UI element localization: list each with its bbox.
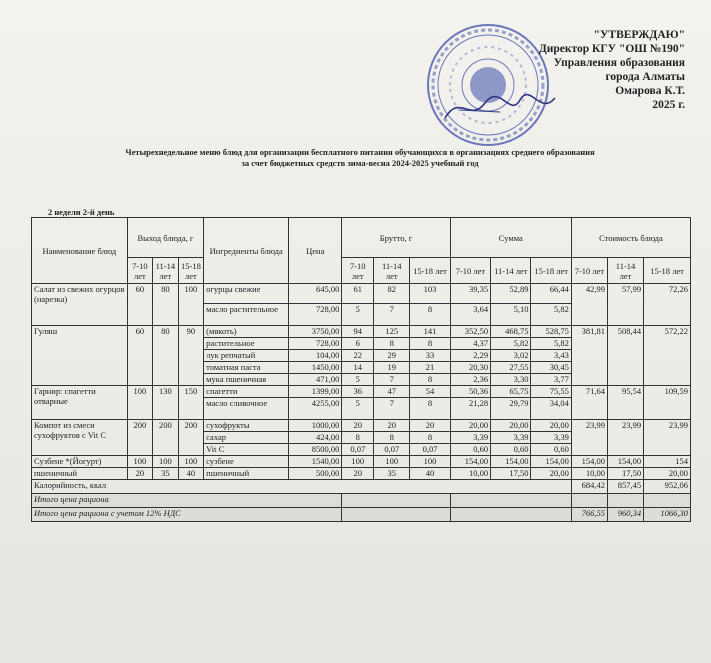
total-vat-row	[32, 508, 691, 522]
dish-output: 80	[153, 284, 179, 326]
sum-value: 5,82	[491, 338, 531, 350]
header-name: Наименование блюд	[32, 218, 128, 284]
sum-value: 2,29	[450, 350, 490, 362]
sum-value: 17,50	[491, 468, 531, 480]
calories-value: 684,42	[571, 480, 607, 494]
table-row	[32, 468, 691, 480]
ingredient-name: (мякоть)	[204, 326, 289, 338]
dish-name: Гарнир: спагетти отварные	[32, 386, 128, 420]
age-header-row	[32, 258, 691, 284]
ingredient-price: 1399,00	[289, 386, 342, 398]
document-title	[40, 147, 680, 169]
age-header: 7-10 лет	[571, 258, 607, 284]
ingredient-price: 104,00	[289, 350, 342, 362]
dish-cost: 508,44	[607, 326, 643, 386]
dish-cost: 23,99	[607, 420, 643, 456]
brutto-value: 8	[410, 374, 450, 386]
total-vat-value: 766,55	[571, 508, 607, 522]
ingredient-price: 728,00	[289, 304, 342, 326]
ingredient-name: пшеничный	[204, 468, 289, 480]
brutto-value: 14	[342, 362, 374, 374]
dish-output: 200	[178, 420, 204, 456]
brutto-value: 19	[374, 362, 410, 374]
dish-name: Компот из смеси сухофруктов с Vit C	[32, 420, 128, 456]
dish-output: 200	[127, 420, 153, 456]
brutto-value: 5	[342, 374, 374, 386]
dish-cost: 17,50	[607, 468, 643, 480]
brutto-value: 21	[410, 362, 450, 374]
brutto-value: 7	[374, 374, 410, 386]
brutto-value: 100	[374, 456, 410, 468]
age-header: 7-10 лет	[127, 258, 153, 284]
dish-cost: 10,00	[571, 468, 607, 480]
approval-year: 2025 г.	[652, 99, 685, 111]
dish-output: 100	[127, 386, 153, 420]
dish-cost: 154,00	[607, 456, 643, 468]
dish-output: 200	[153, 420, 179, 456]
ingredient-price: 8500,00	[289, 444, 342, 456]
menu-table	[31, 217, 691, 522]
ingredient-price: 500,00	[289, 468, 342, 480]
dish-output: 100	[178, 284, 204, 326]
ingredient-price: 3750,00	[289, 326, 342, 338]
dish-output: 100	[153, 456, 179, 468]
table-row	[32, 284, 691, 304]
age-header: 7-10 лет	[450, 258, 490, 284]
brutto-value: 141	[410, 326, 450, 338]
ingredient-price: 4255,00	[289, 398, 342, 420]
brutto-value: 8	[374, 338, 410, 350]
sum-value: 2,36	[450, 374, 490, 386]
sum-value: 5,82	[531, 338, 571, 350]
brutto-value: 29	[374, 350, 410, 362]
sum-value: 3,30	[491, 374, 531, 386]
total-price-row	[32, 494, 691, 508]
ingredient-price: 1450,00	[289, 362, 342, 374]
dish-cost: 72,26	[644, 284, 691, 326]
header-ingredients: Ингредиенты блюда	[204, 218, 289, 284]
title-line-1: Четырехнедельное меню блюд для организации бесплатного питания обучающихся в организациях среднего образования	[125, 147, 595, 157]
sum-value: 0,60	[531, 444, 571, 456]
dish-cost: 20,00	[644, 468, 691, 480]
ingredient-name: сузбене	[204, 456, 289, 468]
brutto-value: 8	[410, 304, 450, 326]
dish-cost: 42,99	[571, 284, 607, 326]
sum-value: 0,60	[450, 444, 490, 456]
age-header: 11-14 лет	[607, 258, 643, 284]
sum-value: 29,79	[491, 398, 531, 420]
dish-name: Салат из свежих огурцов (нарезка)	[32, 284, 128, 326]
sum-value: 34,04	[531, 398, 571, 420]
brutto-value: 54	[410, 386, 450, 398]
header-output: Выход блюда, г	[127, 218, 204, 258]
sum-value: 154,00	[491, 456, 531, 468]
sum-value: 5,82	[531, 304, 571, 326]
brutto-value: 100	[410, 456, 450, 468]
sum-value: 21,28	[450, 398, 490, 420]
sum-value: 3,43	[531, 350, 571, 362]
dish-name: пшеничный	[32, 468, 128, 480]
brutto-value: 103	[410, 284, 450, 304]
brutto-value: 82	[374, 284, 410, 304]
age-header: 15-18 лет	[178, 258, 204, 284]
ingredient-name: масло сливочное	[204, 398, 289, 420]
brutto-value: 33	[410, 350, 450, 362]
dish-output: 130	[153, 386, 179, 420]
approval-block	[455, 28, 685, 112]
title-line-2: за счет бюджетных средств зима-весна 2024-2025 учебный год	[241, 158, 479, 168]
header-cost: Стоимость блюда	[571, 218, 690, 258]
brutto-value: 100	[342, 456, 374, 468]
brutto-value: 94	[342, 326, 374, 338]
dish-output: 100	[127, 456, 153, 468]
calories-value: 952,06	[644, 480, 691, 494]
table-row	[32, 456, 691, 468]
dish-cost: 154,00	[571, 456, 607, 468]
sum-value: 4,37	[450, 338, 490, 350]
total-vat-value: 960,34	[607, 508, 643, 522]
sum-value: 65,75	[491, 386, 531, 398]
ingredient-name: огурцы свежие	[204, 284, 289, 304]
dish-name: Гуляш	[32, 326, 128, 386]
approval-title: "УТВЕРЖДАЮ"	[593, 29, 685, 41]
dish-cost: 71,64	[571, 386, 607, 420]
ingredient-name: масло растительное	[204, 304, 289, 326]
age-header: 15-18 лет	[410, 258, 450, 284]
sum-value: 3,39	[491, 432, 531, 444]
brutto-value: 5	[342, 398, 374, 420]
age-header: 15-18 лет	[531, 258, 571, 284]
brutto-value: 20	[342, 420, 374, 432]
menu-body	[32, 284, 691, 480]
brutto-value: 6	[342, 338, 374, 350]
sum-value: 20,00	[450, 420, 490, 432]
brutto-value: 40	[410, 468, 450, 480]
sum-value: 66,44	[531, 284, 571, 304]
dish-output: 35	[153, 468, 179, 480]
dish-cost: 572,22	[644, 326, 691, 386]
ingredient-price: 728,00	[289, 338, 342, 350]
ingredient-price: 1000,00	[289, 420, 342, 432]
brutto-value: 125	[374, 326, 410, 338]
age-header: 11-14 лет	[153, 258, 179, 284]
approval-city: города Алматы	[605, 71, 685, 83]
brutto-value: 0,07	[374, 444, 410, 456]
dish-output: 150	[178, 386, 204, 420]
sum-value: 352,50	[450, 326, 490, 338]
sum-value: 10,00	[450, 468, 490, 480]
sum-value: 0,60	[491, 444, 531, 456]
approval-department: Управления образования	[553, 57, 685, 69]
brutto-value: 36	[342, 386, 374, 398]
calories-row	[32, 480, 691, 494]
sum-value: 20,00	[531, 468, 571, 480]
ingredient-name: сухофрукты	[204, 420, 289, 432]
dish-output: 20	[127, 468, 153, 480]
total-price-label: Итого цена рациона	[32, 494, 342, 508]
age-header: 11-14 лет	[491, 258, 531, 284]
brutto-value: 47	[374, 386, 410, 398]
dish-cost: 154	[644, 456, 691, 468]
dish-cost: 381,81	[571, 326, 607, 386]
dish-output: 100	[178, 456, 204, 468]
brutto-value: 8	[410, 398, 450, 420]
dish-cost: 23,99	[644, 420, 691, 456]
sum-value: 20,00	[531, 420, 571, 432]
ingredient-name: спагетти	[204, 386, 289, 398]
age-header: 7-10 лет	[342, 258, 374, 284]
total-vat-value: 1066,30	[644, 508, 691, 522]
sum-value: 75,55	[531, 386, 571, 398]
ingredient-name: сахар	[204, 432, 289, 444]
dish-cost: 109,59	[644, 386, 691, 420]
ingredient-price: 424,00	[289, 432, 342, 444]
ingredient-name: растительное	[204, 338, 289, 350]
brutto-value: 61	[342, 284, 374, 304]
age-header: 11-14 лет	[374, 258, 410, 284]
sum-value: 3,77	[531, 374, 571, 386]
sum-value: 50,36	[450, 386, 490, 398]
dish-name: Сузбене *(Йогурт)	[32, 456, 128, 468]
ingredient-name: мука пшеничная	[204, 374, 289, 386]
brutto-value: 20	[342, 468, 374, 480]
total-vat-label: Итого цена рациона с учетом 12% НДС	[32, 508, 342, 522]
brutto-value: 8	[342, 432, 374, 444]
brutto-value: 5	[342, 304, 374, 326]
brutto-value: 7	[374, 304, 410, 326]
brutto-value: 7	[374, 398, 410, 420]
sum-value: 39,35	[450, 284, 490, 304]
sum-value: 52,89	[491, 284, 531, 304]
ingredient-price: 645,00	[289, 284, 342, 304]
ingredient-price: 1540,00	[289, 456, 342, 468]
ingredient-name: Vit C	[204, 444, 289, 456]
table-row	[32, 420, 691, 432]
brutto-value: 0,07	[410, 444, 450, 456]
sum-value: 3,64	[450, 304, 490, 326]
sum-value: 20,00	[491, 420, 531, 432]
sum-value: 27,55	[491, 362, 531, 374]
approval-director: Директор КГУ "ОШ №190"	[538, 43, 685, 55]
dish-cost: 23,99	[571, 420, 607, 456]
dish-output: 80	[153, 326, 179, 386]
table-row	[32, 326, 691, 338]
brutto-value: 20	[374, 420, 410, 432]
dish-output: 40	[178, 468, 204, 480]
brutto-value: 22	[342, 350, 374, 362]
ingredient-name: томатная паста	[204, 362, 289, 374]
sum-value: 468,75	[491, 326, 531, 338]
dish-output: 60	[127, 284, 153, 326]
ingredient-price: 471,00	[289, 374, 342, 386]
brutto-value: 8	[410, 338, 450, 350]
dish-output: 90	[178, 326, 204, 386]
brutto-value: 8	[374, 432, 410, 444]
brutto-value: 0,07	[342, 444, 374, 456]
week-label: 2 недели 2-й день	[48, 207, 115, 217]
dish-output: 60	[127, 326, 153, 386]
dish-cost: 95,54	[607, 386, 643, 420]
header-price: Цена	[289, 218, 342, 284]
approval-name: Омарова К.Т.	[615, 85, 685, 97]
age-header: 15-18 лет	[644, 258, 691, 284]
dish-cost: 57,99	[607, 284, 643, 326]
sum-value: 5,10	[491, 304, 531, 326]
sum-value: 3,39	[450, 432, 490, 444]
ingredient-name: лук репчатый	[204, 350, 289, 362]
sum-value: 154,00	[531, 456, 571, 468]
sum-value: 154,00	[450, 456, 490, 468]
brutto-value: 20	[410, 420, 450, 432]
brutto-value: 8	[410, 432, 450, 444]
calories-value: 857,45	[607, 480, 643, 494]
sum-value: 20,30	[450, 362, 490, 374]
sum-value: 3,39	[531, 432, 571, 444]
brutto-value: 35	[374, 468, 410, 480]
sum-value: 3,02	[491, 350, 531, 362]
header-sum: Сумма	[450, 218, 571, 258]
calories-label: Калорийность, ккал	[32, 480, 572, 494]
sum-value: 30,45	[531, 362, 571, 374]
table-row	[32, 386, 691, 398]
sum-value: 528,75	[531, 326, 571, 338]
header-brutto: Брутто, г	[342, 218, 450, 258]
